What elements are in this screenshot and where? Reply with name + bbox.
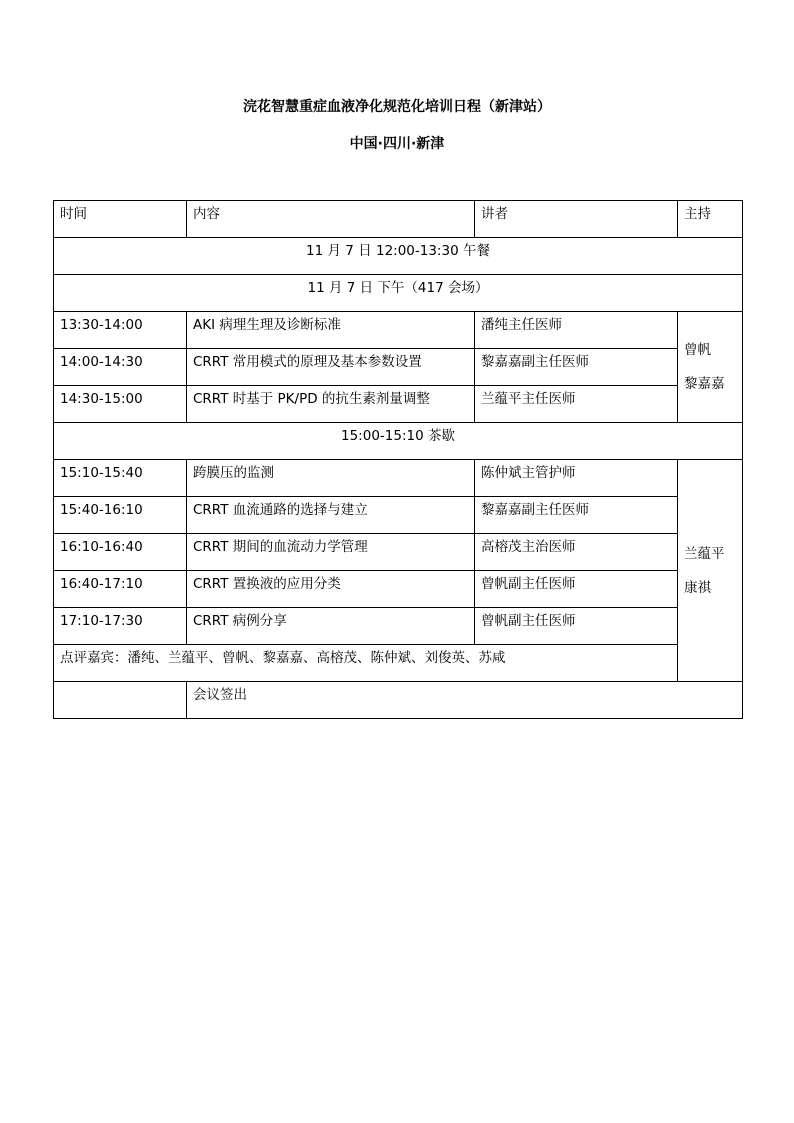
lunch-row [54,238,743,275]
session-content: AKI 病理生理及诊断标准 [187,312,475,349]
session-content: CRRT 期间的血流动力学管理 [187,534,475,571]
schedule-table [53,200,743,719]
table-row [54,386,743,423]
session-speaker: 陈仲斌主管护师 [475,460,678,497]
reviewers-row [54,645,743,682]
header-row [54,201,743,238]
host-name: 黎嘉嘉 [684,376,725,392]
table-row [54,608,743,645]
session-content: CRRT 时基于 PK/PD 的抗生素剂量调整 [187,386,475,423]
host-name: 兰蕴平 [684,545,725,562]
session-speaker: 黎嘉嘉副主任医师 [475,497,678,534]
session-content: CRRT 病例分享 [187,608,475,645]
session-speaker: 黎嘉嘉副主任医师 [475,349,678,386]
host-name: 曾帆 [684,342,711,358]
table-row [54,571,743,608]
session-content: CRRT 置换液的应用分类 [187,571,475,608]
page-subtitle: 中国·四川·新津 [349,136,445,152]
block1-host-cell [678,312,743,423]
table-row [54,534,743,571]
header-time: 时间 [54,201,187,238]
page-title: 浣花智慧重症血液净化规范化培训日程（新津站） [243,99,551,115]
session-time: 13:30-14:00 [54,312,187,349]
tea-break-row [54,423,743,460]
lunch-cell: 11 月 7 日 12:00-13:30 午餐 [54,238,743,275]
table-row [54,497,743,534]
reviewers-cell: 点评嘉宾：潘纯、兰蕴平、曾帆、黎嘉嘉、高榕茂、陈仲斌、刘俊英、苏咸 [54,645,678,682]
afternoon-row [54,275,743,312]
header-speaker: 讲者 [475,201,678,238]
block2-host-cell [678,460,743,682]
host-name: 康祺 [684,579,711,596]
signout-cell: 会议签出 [187,682,743,719]
session-time: 14:30-15:00 [54,386,187,423]
session-time: 16:10-16:40 [54,534,187,571]
tea-break-cell: 15:00-15:10 茶歇 [54,423,743,460]
session-content: 跨膜压的监测 [187,460,475,497]
session-time: 16:40-17:10 [54,571,187,608]
session-content: CRRT 常用模式的原理及基本参数设置 [187,349,475,386]
session-speaker: 曾帆副主任医师 [475,571,678,608]
session-speaker: 兰蕴平主任医师 [475,386,678,423]
signout-row [54,682,743,719]
table-row [54,349,743,386]
table-row [54,312,743,349]
session-speaker: 潘纯主任医师 [475,312,678,349]
signout-time [54,682,187,719]
table-row [54,460,743,497]
session-time: 15:40-16:10 [54,497,187,534]
session-time: 15:10-15:40 [54,460,187,497]
session-time: 17:10-17:30 [54,608,187,645]
session-time: 14:00-14:30 [54,349,187,386]
session-speaker: 曾帆副主任医师 [475,608,678,645]
header-content: 内容 [187,201,475,238]
afternoon-cell: 11 月 7 日 下午（417 会场） [54,275,743,312]
session-speaker: 高榕茂主治医师 [475,534,678,571]
session-content: CRRT 血流通路的选择与建立 [187,497,475,534]
header-host: 主持 [678,201,743,238]
